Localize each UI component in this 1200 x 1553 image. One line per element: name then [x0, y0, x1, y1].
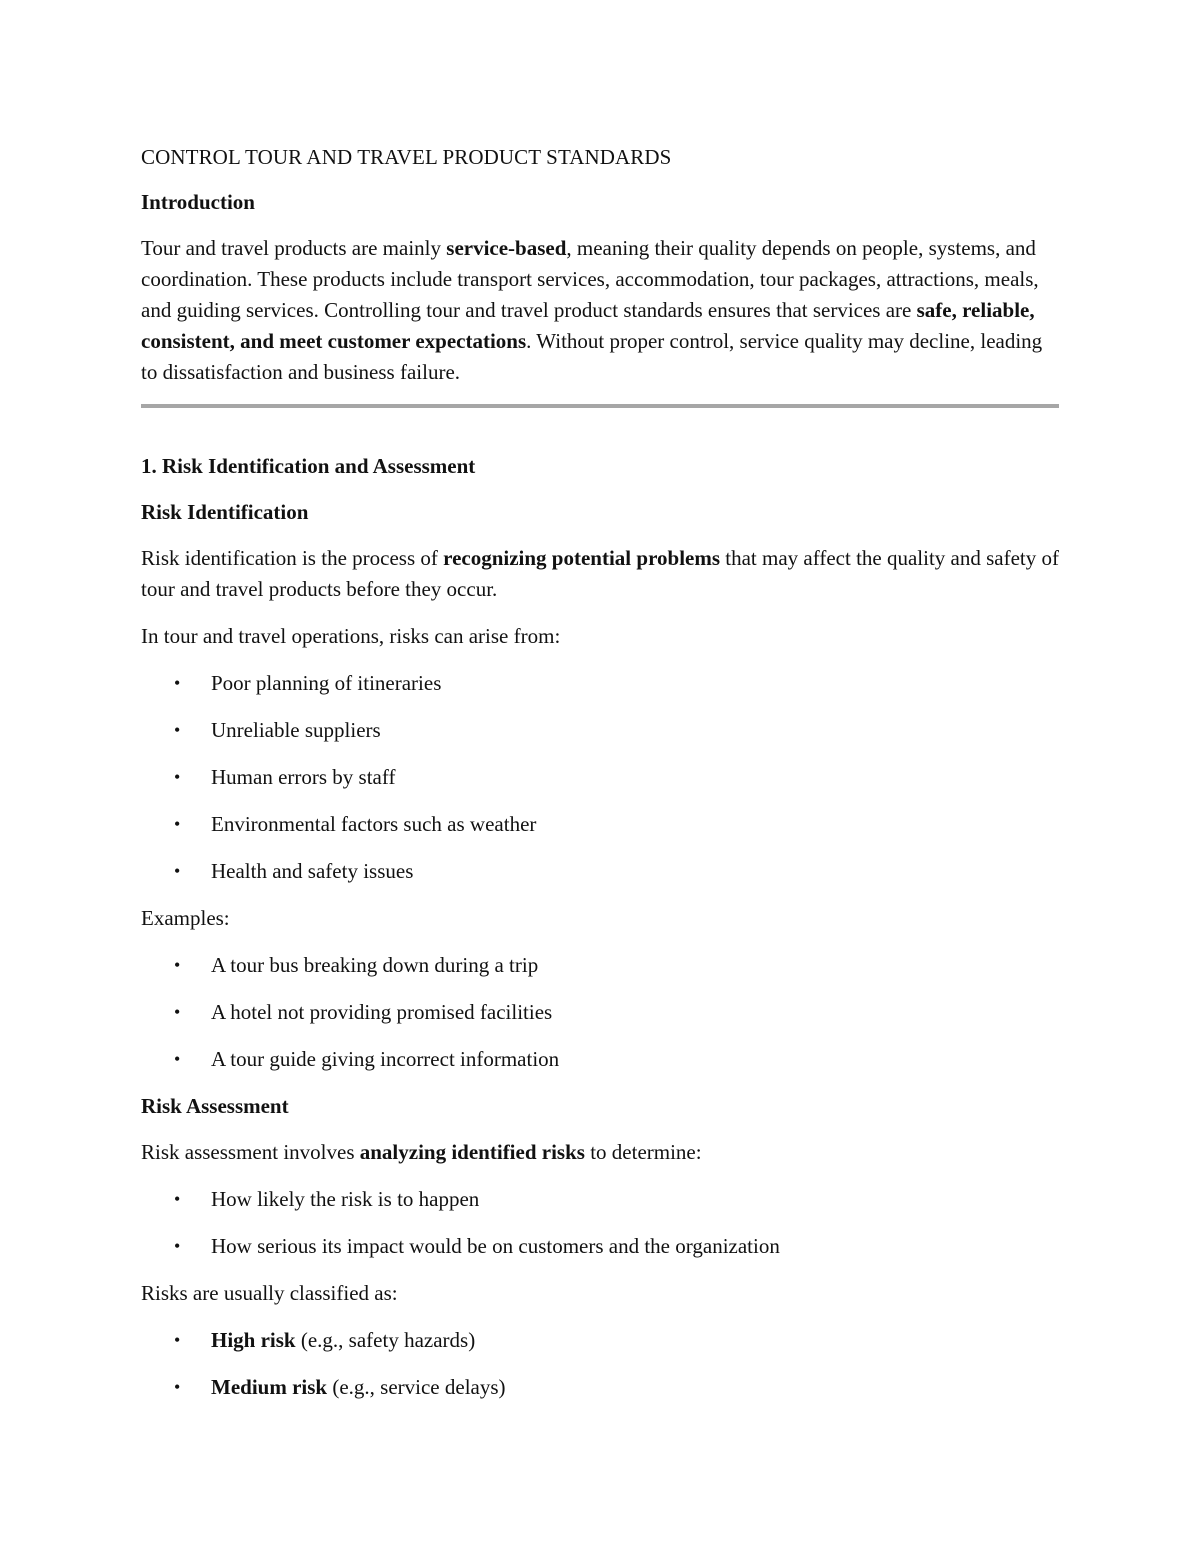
document-title: CONTROL TOUR AND TRAVEL PRODUCT STANDARDS [141, 145, 672, 169]
ra-text-2: to determine: [584, 1140, 702, 1164]
bullet-icon: • [174, 1002, 181, 1022]
risk-class-label: Medium risk [211, 1375, 328, 1399]
risk-class-detail: (e.g., safety hazards) [295, 1328, 476, 1352]
bullet-icon: • [174, 814, 181, 834]
bullet-icon: • [174, 767, 181, 787]
assessment-criteria-list [141, 1184, 1061, 1262]
list-item [141, 1372, 1061, 1403]
list-item-text: How serious its impact would be on customers and the organization [211, 1234, 780, 1258]
risk-class-detail: (e.g., service delays) [327, 1375, 506, 1399]
intro-text-1: Tour and travel products are mainly [141, 236, 447, 260]
risk-sources-list [141, 668, 1061, 887]
bullet-icon: • [174, 1236, 181, 1256]
intro-text-3: . Without proper control, service quality may decline, leading to dissatisfaction and business failure. [141, 329, 1043, 384]
list-item [141, 715, 1061, 746]
bullet-icon: • [174, 673, 181, 693]
risk-identification-heading: Risk Identification [141, 500, 309, 524]
list-item-text: Environmental factors such as weather [211, 812, 537, 836]
list-item-text: Unreliable suppliers [211, 718, 381, 742]
bullet-icon: • [174, 1049, 181, 1069]
ri-text-1: Risk identification is the process of [141, 546, 444, 570]
examples-list [141, 950, 1061, 1075]
intro-paragraph [141, 233, 1061, 388]
risk-assessment-heading: Risk Assessment [141, 1094, 289, 1118]
section-1-heading: 1. Risk Identification and Assessment [141, 454, 476, 478]
ri-text-2: that may affect the quality and safety of tour and travel products before they occur. [141, 546, 1059, 601]
list-item [141, 1184, 1061, 1215]
intro-bold-2: safe, reliable, consistent, and meet customer expectations [141, 298, 1035, 353]
ra-bold-1: analyzing identified risks [359, 1140, 585, 1164]
document-page [141, 142, 1061, 1419]
list-item-text: Poor planning of itineraries [211, 671, 442, 695]
risk-classes-list [141, 1325, 1061, 1403]
list-item [141, 950, 1061, 981]
list-item [141, 762, 1061, 793]
list-item-text: Health and safety issues [211, 859, 414, 883]
list-item-text: Human errors by staff [211, 765, 396, 789]
list-item-text: A tour bus breaking down during a trip [211, 953, 539, 977]
list-item [141, 1044, 1061, 1075]
list-item-text: How likely the risk is to happen [211, 1187, 480, 1211]
bullet-icon: • [174, 861, 181, 881]
risk-sources-intro: In tour and travel operations, risks can arise from: [141, 624, 561, 648]
bullet-icon: • [174, 1330, 181, 1350]
risk-identification-paragraph [141, 543, 1061, 605]
list-item [141, 668, 1061, 699]
horizontal-divider [141, 404, 1059, 408]
list-item [141, 1325, 1061, 1356]
intro-heading: Introduction [141, 190, 255, 214]
risk-assessment-paragraph [141, 1137, 1061, 1168]
examples-label: Examples: [141, 906, 230, 930]
list-item-text: A tour guide giving incorrect information [211, 1047, 560, 1071]
bullet-icon: • [174, 955, 181, 975]
list-item [141, 856, 1061, 887]
list-item [141, 997, 1061, 1028]
bullet-icon: • [174, 1377, 181, 1397]
bullet-icon: • [174, 720, 181, 740]
list-item-text: A hotel not providing promised facilities [211, 1000, 553, 1024]
ri-bold-1: recognizing potential problems [443, 546, 721, 570]
list-item [141, 1231, 1061, 1262]
intro-text-2: , meaning their quality depends on people, systems, and coordination. These products include transport services, accommodation, tour packages, attractions, meals, and guiding services. Controlling tour and travel product standards ensures that services are [141, 236, 1039, 322]
bullet-icon: • [174, 1189, 181, 1209]
risk-class-label: High risk [211, 1328, 296, 1352]
ra-text-1: Risk assessment involves [141, 1140, 360, 1164]
intro-bold-1: service-based [446, 236, 567, 260]
list-item [141, 809, 1061, 840]
classification-label: Risks are usually classified as: [141, 1281, 398, 1305]
